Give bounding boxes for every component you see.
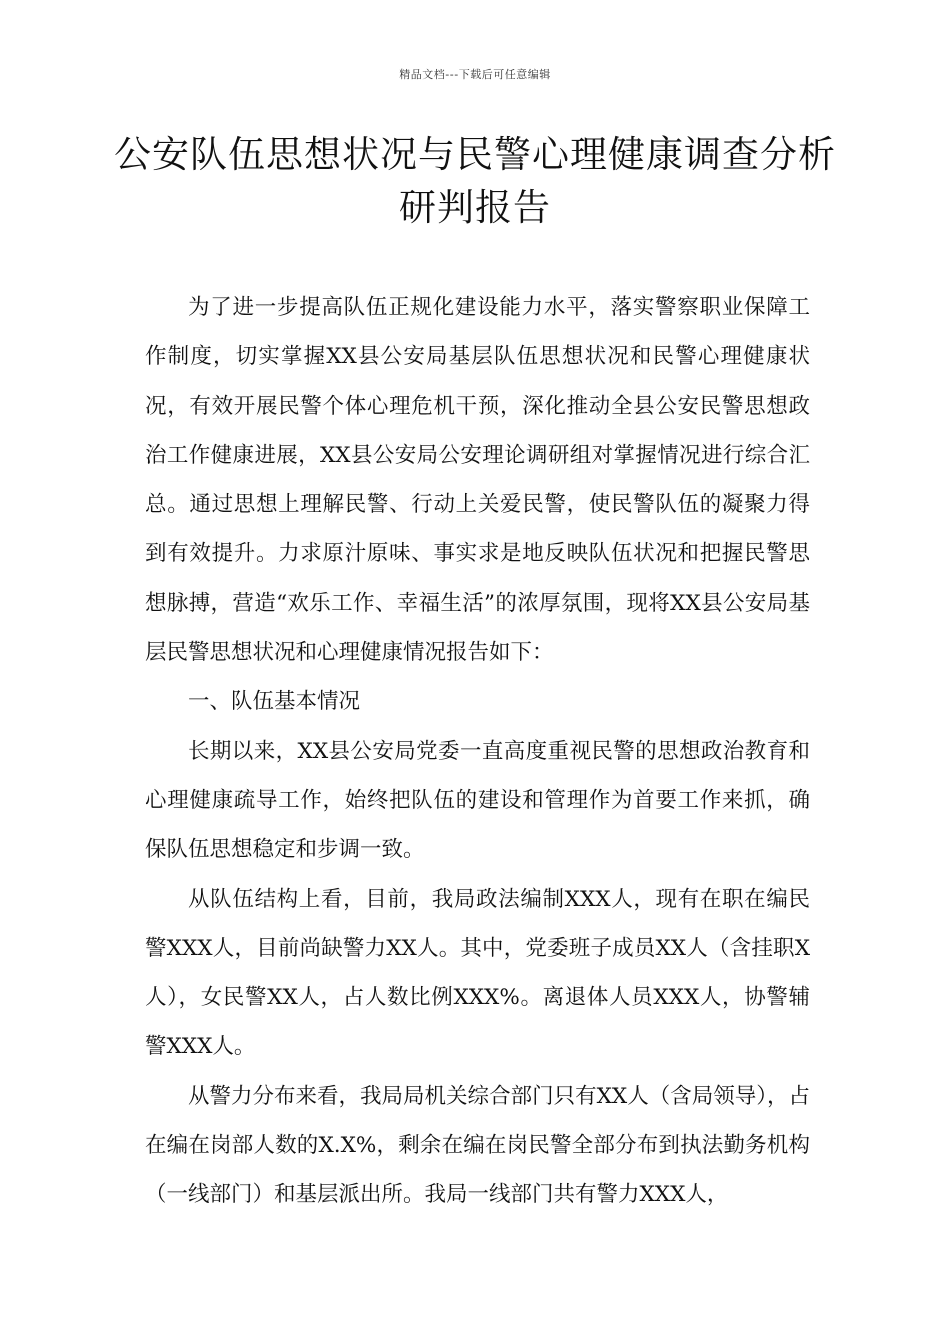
document-body (145, 283, 810, 1220)
paragraph-structure: 从队伍结构上看，目前，我局政法编制XXX人，现有在职在编民警XXX人，目前尚缺警力XX人。其中，党委班子成员XX人（含挂职X人），女民警XX人，占人数比例XXX%。离退体人员XXX人，协警辅警XXX人。 (145, 886, 810, 1060)
paragraph-overview: 长期以来，XX县公安局党委一直高度重视民警的思想政治教育和心理健康疏导工作，始终把队伍的建设和管理作为首要工作来抓，确保队伍思想稳定和步调一致。 (145, 738, 810, 863)
section-heading: 一、队伍基本情况 (188, 689, 361, 715)
paragraph-intro: 为了进一步提高队伍正规化建设能力水平，落实警察职业保障工作制度，切实掌握XX县公安局基层队伍思想状况和民警心理健康状况，有效开展民警个体心理危机干预，深化推动全县公安民警思想政治工作健康进展，XX县公安局公安理论调研组对掌握情况进行综合汇总。通过思想上理解民警、行动上关爱民警，使民警队伍的凝聚力得到有效提升。力求原汁原味、事实求是地反映队伍状况和把握民警思想脉搏，营造“欢乐工作、幸福生活”的浓厚氛围，现将XX县公安局基层民警思想状况和心理健康情况报告如下： (145, 295, 810, 666)
paragraph-distribution: 从警力分布来看，我局局机关综合部门只有XX人（含局领导），占在编在岗部人数的X.X%，剩余在编在岗民警全部分布到执法勤务机构（一线部门）和基层派出所。我局一线部门共有警力XXX人， (145, 1083, 810, 1208)
header-note: 精品文档---下载后可任意编辑 (399, 68, 551, 81)
document-title: 公安队伍思想状况与民警心理健康调查分析研判报告 (114, 133, 836, 229)
